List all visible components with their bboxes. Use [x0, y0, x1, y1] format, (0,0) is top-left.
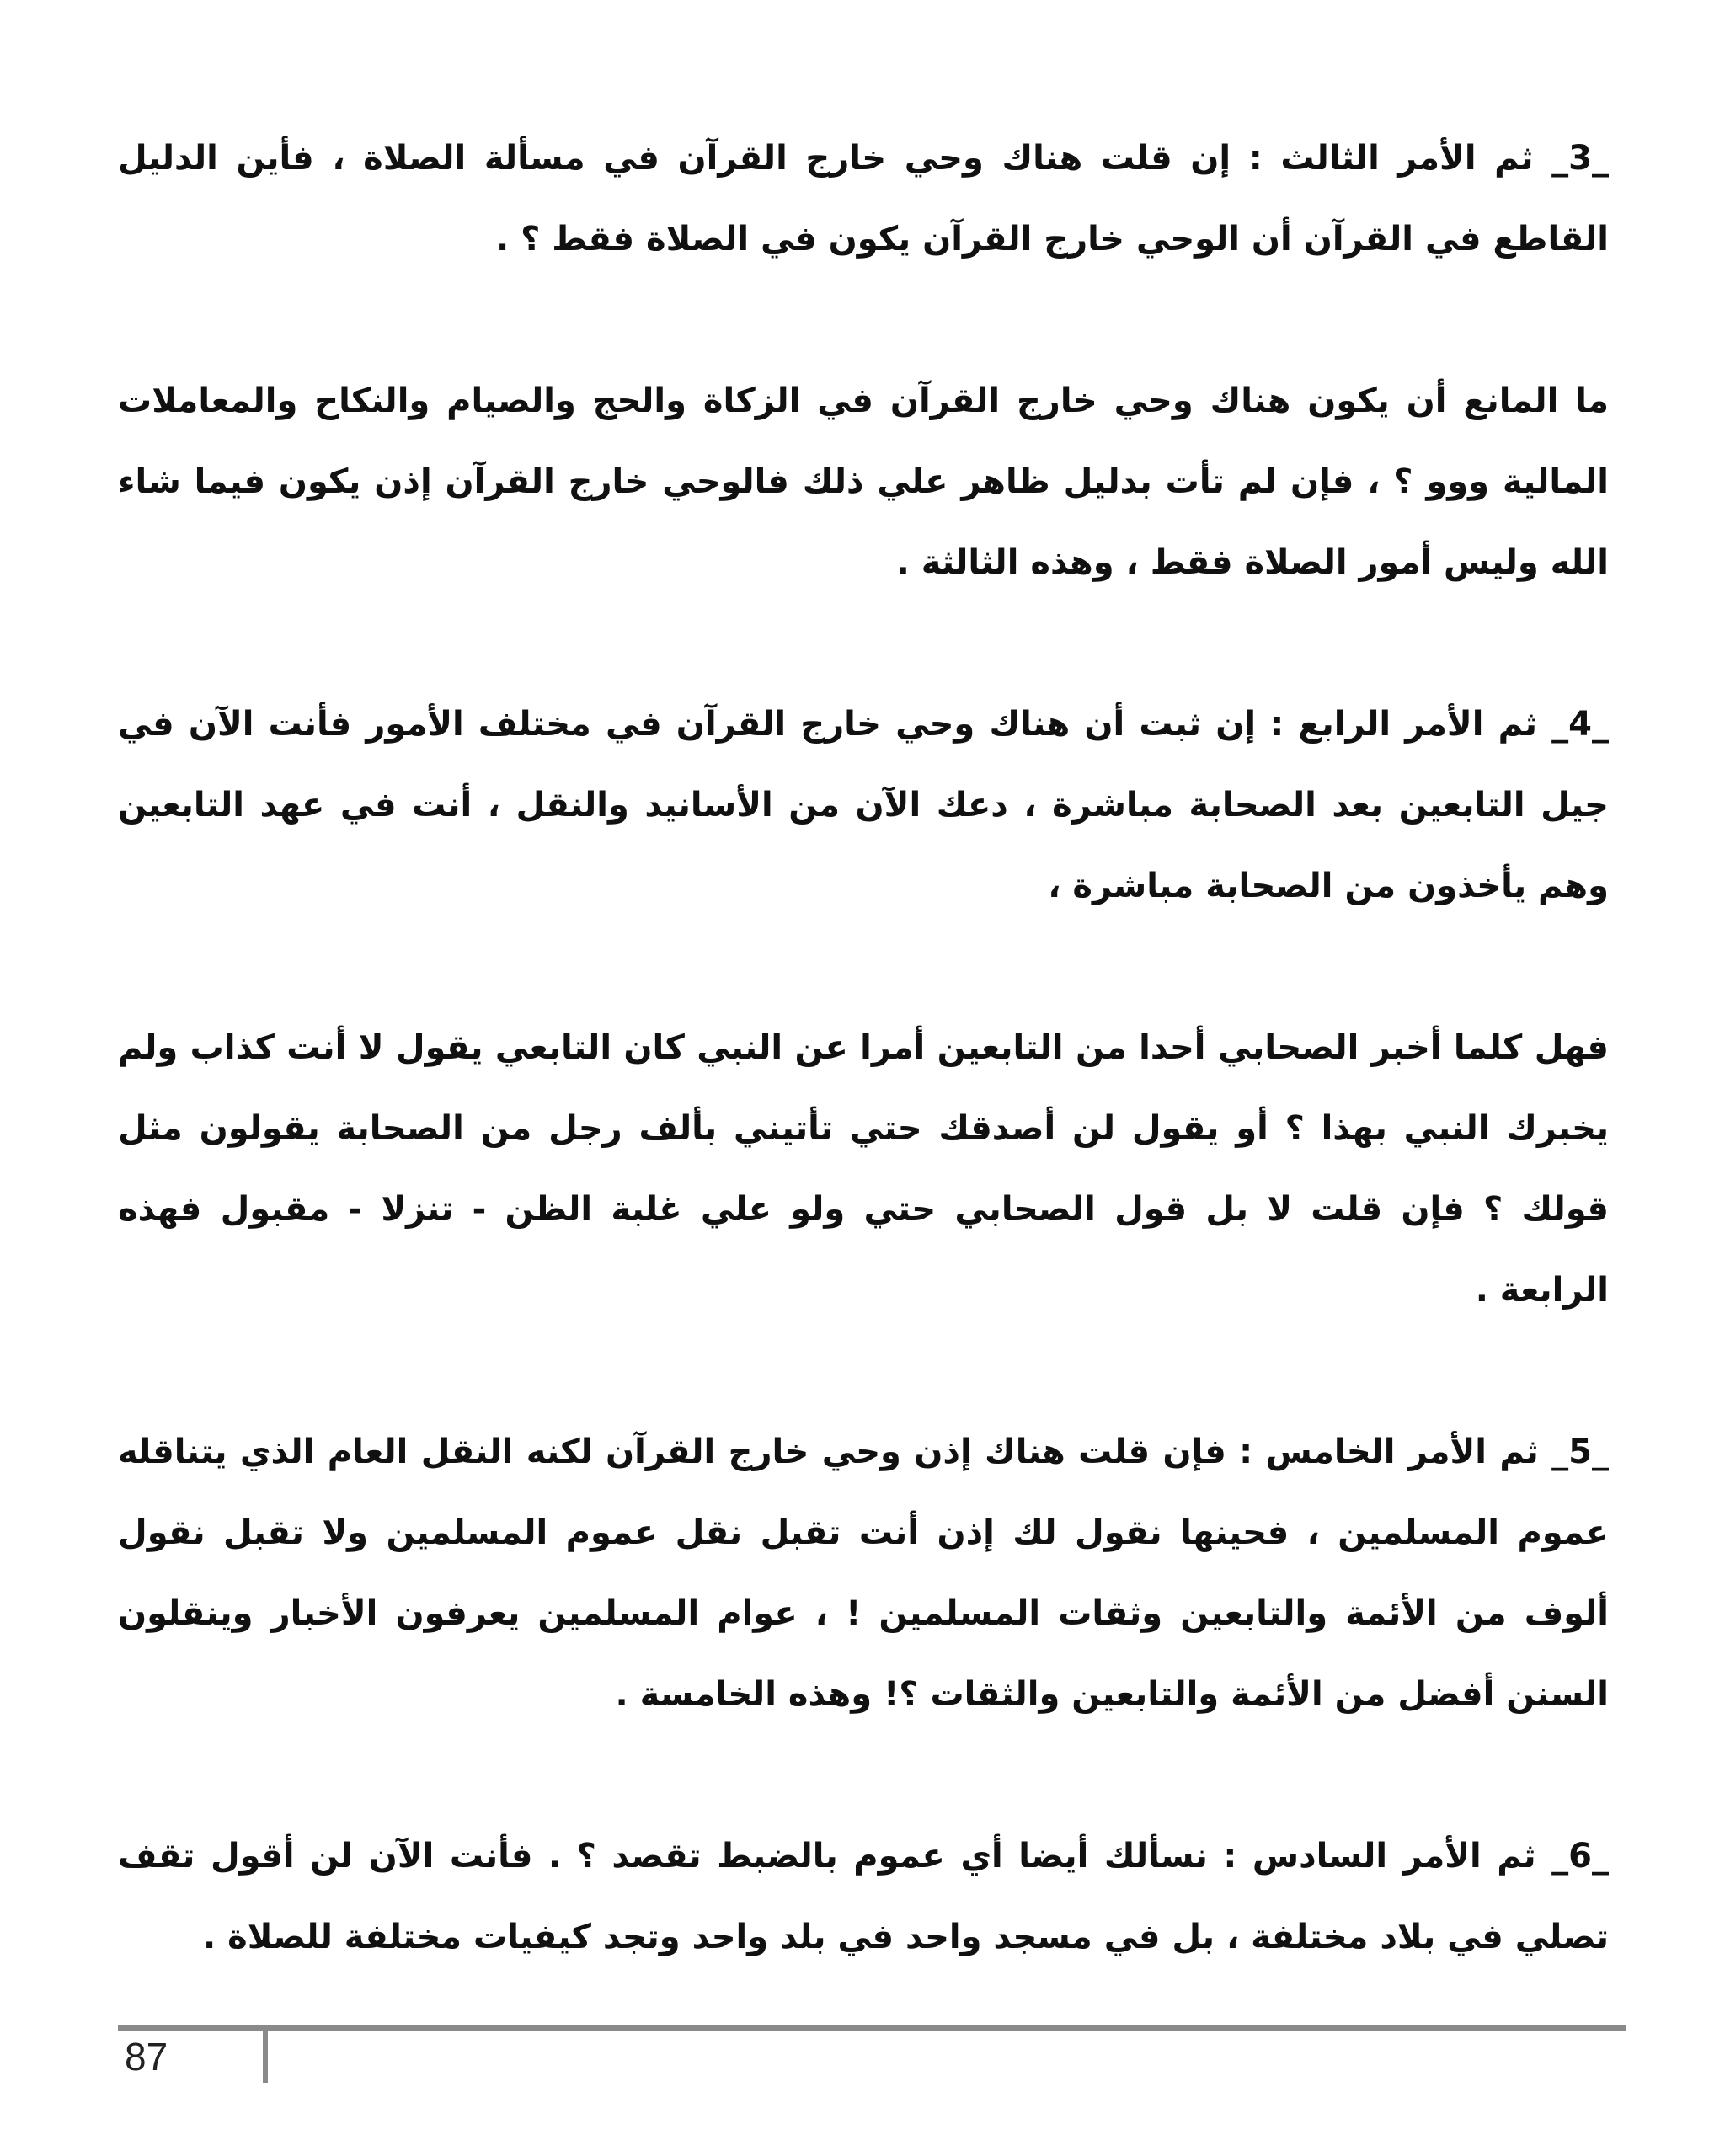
page-body	[118, 118, 1609, 1977]
paragraph-spacer	[118, 1735, 1609, 1816]
paragraph: _5_ ثم الأمر الخامس : فإن قلت هناك إذن وحي خارج القرآن لكنه النقل العام الذي يتناقله عموم المسلمين ، فحينها نقول لك إذن أنت تقبل نقل عموم المسلمين ولا تقبل نقول ألوف من الأئمة والتابعين وثقات المسلمين ! ، عوام المسلمين يعرفون الأخبار وينقلون السنن أفضل من الأئمة والتابعين والثقات ؟! وهذه الخامسة .	[118, 1433, 1609, 1714]
paragraph: ما المانع أن يكون هناك وحي خارج القرآن في الزكاة والحج والصيام والنكاح والمعاملات المالية ووو ؟ ، فإن لم تأت بدليل ظاهر علي ذلك فالوحي خارج القرآن إذن يكون فيما شاء الله وليس أمور الصلاة فقط ، وهذه الثالثة .	[118, 382, 1609, 582]
paragraph-spacer	[118, 1331, 1609, 1412]
paragraph: فهل كلما أخبر الصحابي أحدا من التابعين أمرا عن النبي كان التابعي يقول لا أنت كذاب ولم يخبرك النبي بهذا ؟ أو يقول لن أصدقك حتي تأتيني بألف رجل من الصحابة يقولون مثل قولك ؟ فإن قلت لا بل قول الصحابي حتي ولو علي غلبة الظن - تنزلا - مقبول فهذه الرابعة .	[118, 1028, 1609, 1310]
paragraph: _3_ ثم الأمر الثالث : إن قلت هناك وحي خارج القرآن في مسألة الصلاة ، فأين الدليل القاطع في القرآن أن الوحي خارج القرآن يكون في الصلاة فقط ؟ .	[118, 139, 1609, 259]
footer-divider-tick	[263, 2025, 268, 2083]
paragraph-spacer	[118, 603, 1609, 684]
paragraph: _6_ ثم الأمر السادس : نسألك أيضا أي عموم بالضبط تقصد ؟ . فأنت الآن لن أقول تقف تصلي في بلاد مختلفة ، بل في مسجد واحد في بلد واحد وتجد كيفيات مختلفة للصلاة .	[118, 1837, 1609, 1956]
paragraph-spacer	[118, 926, 1609, 1007]
page-number: 87	[125, 2035, 168, 2079]
paragraph: _4_ ثم الأمر الرابع : إن ثبت أن هناك وحي خارج القرآن في مختلف الأمور فأنت الآن في جيل التابعين بعد الصحابة مباشرة ، دعك الآن من الأسانيد والنقل ، أنت في عهد التابعين وهم يأخذون من الصحابة مباشرة ،	[118, 705, 1609, 905]
paragraph-spacer	[118, 280, 1609, 360]
footer-rule	[118, 2025, 1626, 2031]
